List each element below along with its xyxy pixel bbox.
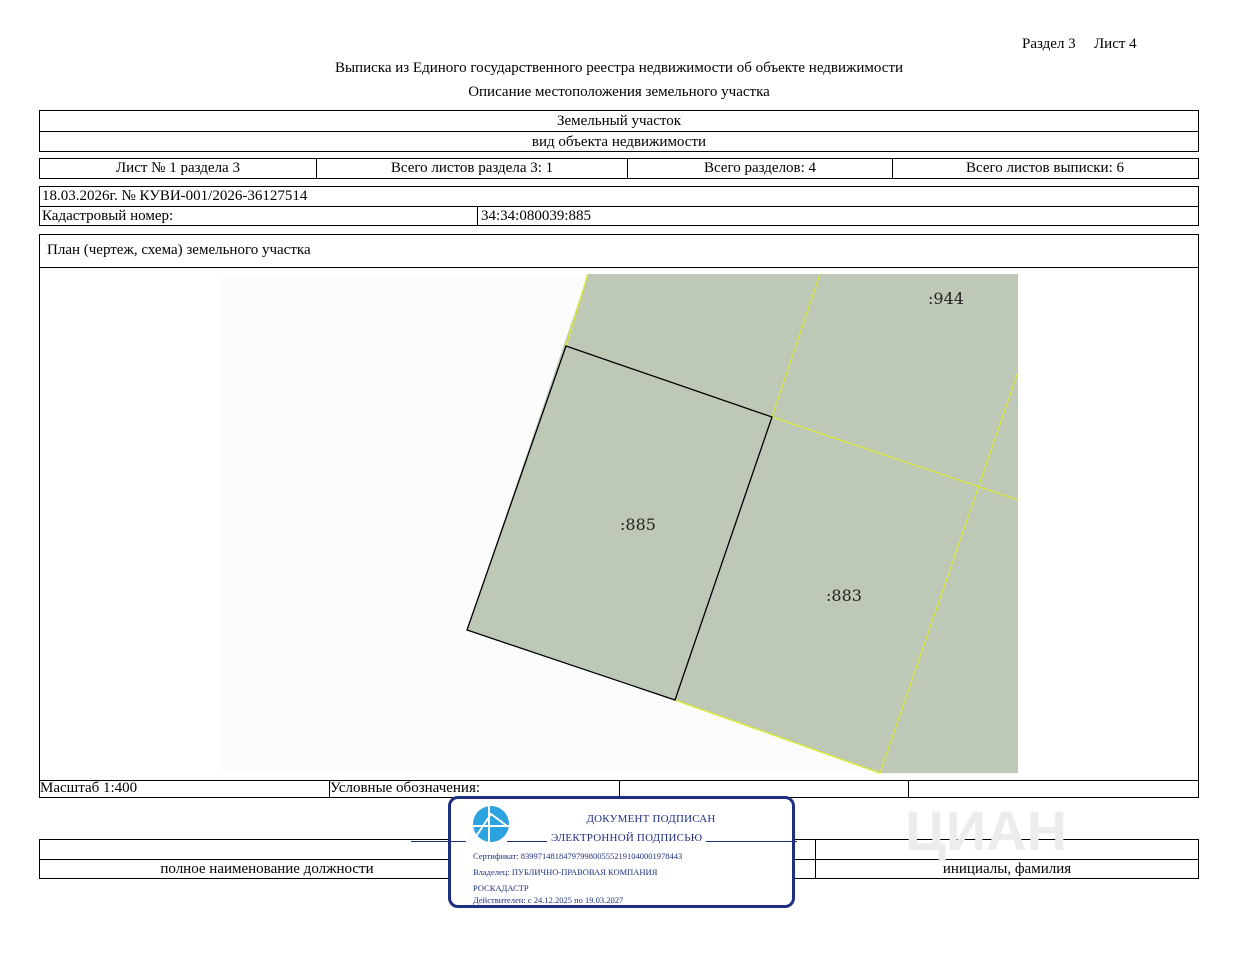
stamp-valid: Действителен: с 24.12.2025 по 19.03.2027 — [473, 895, 624, 905]
stamp-line-2: ЭЛЕКТРОННОЙ ПОДПИСЬЮ — [547, 832, 706, 844]
position-caption: полное наименование должности — [160, 861, 374, 877]
e-signature-stamp — [448, 796, 795, 908]
total-sheets-section: Всего листов раздела 3: 1 — [317, 159, 628, 178]
parcel-label-883: :883 — [826, 586, 862, 605]
date-number: 18.03.2026г. № КУВИ-001/2026-36127514 — [42, 188, 308, 204]
parcel-label-944: :944 — [928, 289, 964, 308]
rosreestr-logo-icon — [471, 804, 511, 844]
total-sheets-extract: Всего листов выписки: 6 — [966, 160, 1124, 176]
document-subtitle: Описание местоположения земельного участка — [468, 84, 770, 100]
stamp-owner-2: РОСКАДАСТР — [473, 883, 529, 893]
cadastral-label: Кадастровый номер: — [42, 208, 174, 224]
svg-text:ЦИАН: ЦИАН — [905, 799, 1068, 862]
object-type: Земельный участок — [556, 113, 682, 129]
stamp-owner: Владелец: ПУБЛИЧНО-ПРАВОВАЯ КОМПАНИЯ — [473, 867, 658, 877]
parcel-label-885: :885 — [620, 515, 656, 534]
watermark-logo — [905, 792, 1115, 885]
stamp-certificate: Сертификат: 839971481847979980055521910400019784​43 — [473, 851, 683, 861]
name-caption: инициалы, фамилия — [942, 861, 1072, 877]
plan-title: План (чертеж, схема) земельного участка — [47, 242, 311, 258]
legend-cell — [620, 781, 909, 797]
stamp-line-1: ДОКУМЕНТ ПОДПИСАН — [586, 813, 716, 825]
document-title: Выписка из Единого государственного реестра недвижимости об объекте недвижимости — [334, 60, 904, 76]
object-type-caption: вид объекта недвижимости — [531, 134, 707, 150]
legend-label: Условные обозначения: — [330, 781, 620, 797]
sheet-number: Лист 4 — [1094, 36, 1137, 52]
section-number: Раздел 3 — [1022, 36, 1076, 52]
scale: Масштаб 1:400 — [40, 781, 330, 797]
total-sections: Всего разделов: 4 — [628, 159, 893, 178]
cadastral-value: 34:34:080039:885 — [481, 208, 592, 224]
sheet-no: Лист № 1 раздела 3 — [40, 159, 317, 178]
